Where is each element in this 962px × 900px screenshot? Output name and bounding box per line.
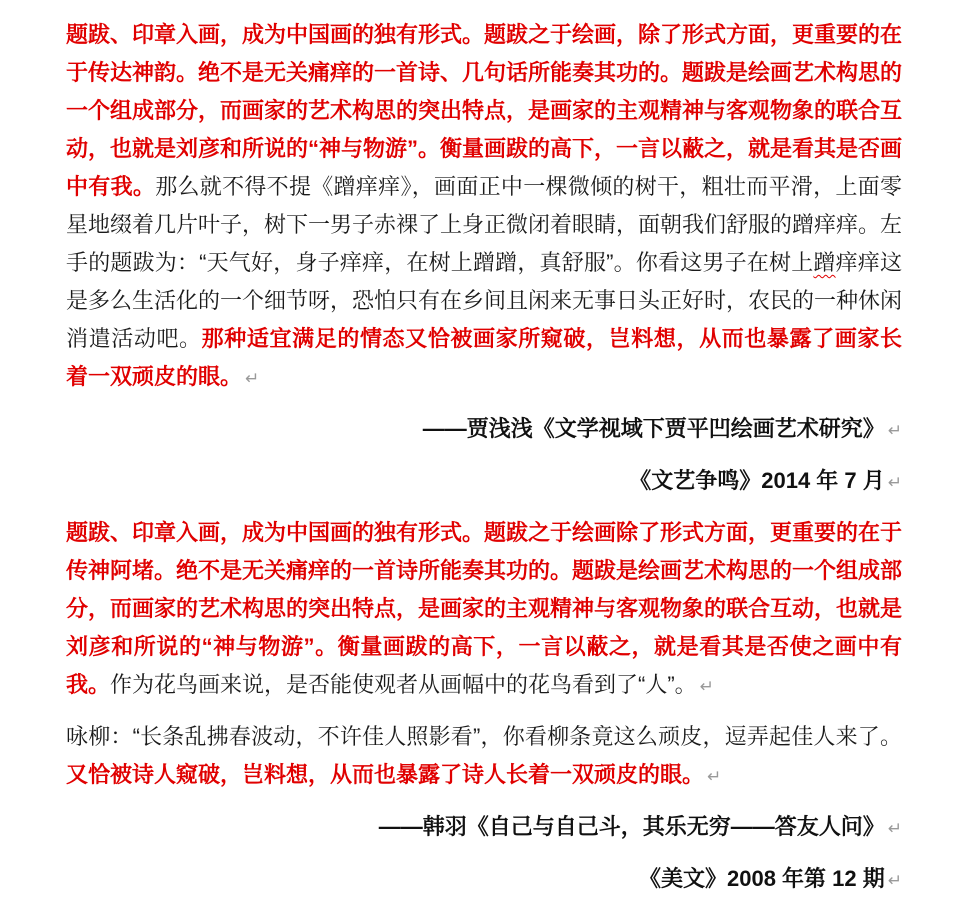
paragraph: [66, 410, 902, 450]
paragraph-return-mark-icon: ↵: [245, 369, 260, 388]
text-run: 咏柳：“长条乱拂春波动，不许佳人照影看”，你看柳条竟这么顽皮，逗弄起佳人来了。: [66, 724, 902, 749]
paragraph-return-mark-icon: ↵: [887, 421, 902, 440]
paragraph-return-mark-icon: ↵: [699, 677, 714, 696]
paragraph: [66, 860, 902, 900]
paragraph-return-mark-icon: ↵: [887, 819, 902, 838]
text-run: 痒痒这是多么生活化的一个细节呀，恐怕只有在乡间且闲来无事日头正好时，农民的一种休闲消遣活动吧。: [66, 250, 903, 351]
paragraph-return-mark-icon: ↵: [707, 767, 722, 786]
text-run: ——贾浅浅《文学视域下贾平凹绘画艺术研究》: [422, 416, 885, 441]
paragraph: [66, 514, 902, 706]
paragraph: [66, 808, 902, 848]
text-run: ——韩羽《自己与自己斗，其乐无穷——答友人问》: [378, 814, 885, 839]
text-run: 作为花鸟画来说，是否能使观者从画幅中的花鸟看到了“人”。: [110, 672, 697, 697]
paragraph: [66, 462, 902, 502]
text-run: 又恰被诗人窥破，岂料想，从而也暴露了诗人长着一双顽皮的眼。: [66, 762, 705, 787]
text-run: 那种适宜满足的情态又恰被画家所窥破，岂料想，从而也暴露了画家长着一双顽皮的眼。: [66, 326, 902, 389]
paragraph-return-mark-icon: ↵: [887, 473, 902, 492]
paragraph: [66, 16, 902, 398]
paragraph: [66, 718, 902, 796]
text-run: 题跋、印章入画，成为中国画的独有形式。题跋之于绘画除了形式方面，更重要的在于传神阿堵。绝不是无关痛痒的一首诗所能奏其功的。题跋是绘画艺术构思的一个组成部分，而画家的艺术构思的突出特点，是画家的主观精神与客观物象的联合互动，也就是刘彦和所说的“神与物游”。衡量画跋的高下，一言以蔽之，就是看其是否使之画中有我。: [66, 520, 903, 697]
paragraph-return-mark-icon: ↵: [887, 871, 902, 890]
text-run: 《美文》2008 年第 12 期: [639, 866, 885, 891]
text-run: 那么就不得不提《蹭痒痒》，画面正中一棵微倾的树干，粗壮而平滑，上面零星地缀着几片叶子，树下一男子赤裸了上身正微闭着眼睛，面朝我们舒服的蹭痒痒。左手的题跋为：“天气好，身子痒痒，在树上蹭蹭，真舒服”。你看这男子在树上: [66, 174, 903, 275]
text-run: 题跋、印章入画，成为中国画的独有形式。题跋之于绘画，除了形式方面，更重要的在于传达神韵。绝不是无关痛痒的一首诗、几句话所能奏其功的。题跋是绘画艺术构思的一个组成部分，而画家的艺术构思的突出特点，是画家的主观精神与客观物象的联合互动，也就是刘彦和所说的“神与物游”。衡量画跋的高下，一言以蔽之，就是看其是否画中有我。: [66, 22, 903, 199]
text-run: 《文艺争鸣》2014 年 7 月: [629, 468, 885, 493]
misspelled-text-run: 蹭: [813, 250, 836, 275]
